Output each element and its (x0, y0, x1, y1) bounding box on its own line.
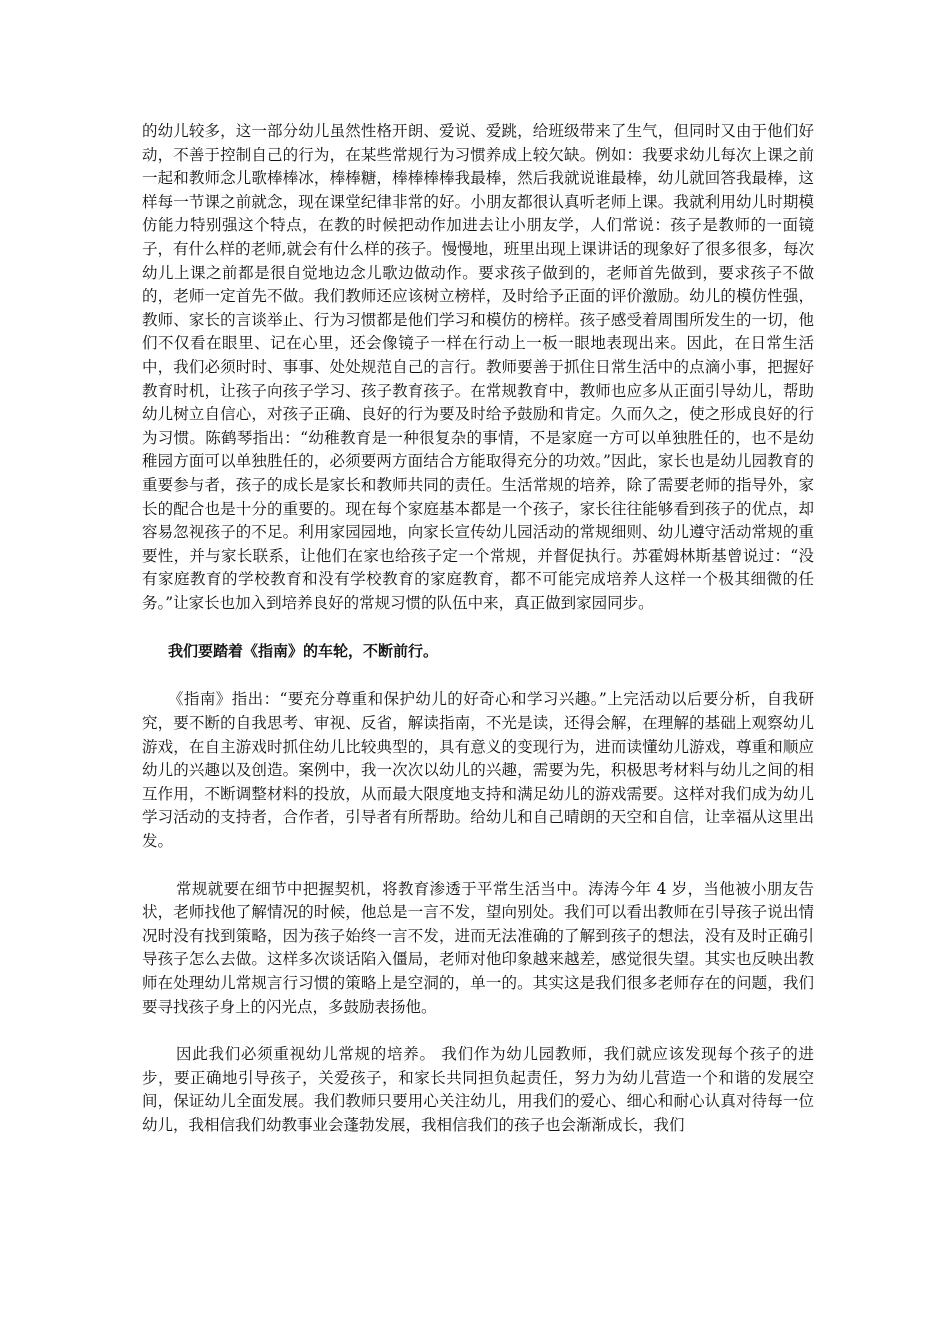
paragraph-conclusion: 因此我们必须重视幼儿常规的培养。 我们作为幼儿园教师，我们就应该发现每个孩子的进步，要正确地引导孩子，关爱孩子，和家长共同担负起责任，努力为幼儿营造一个和谐的发展空间，保证幼儿全面发展。我们教师只要用心关注幼儿，用我们的爱心、细心和耐心认真对待每一位幼儿，我相信我们幼教事业会蓬勃发展，我相信我们的孩子也会渐渐成长，我们 (142, 1045, 814, 1134)
paragraph-routine-cultivation: 的幼儿较多，这一部分幼儿虽然性格开朗、爱说、爱跳，给班级带来了生气，但同时又由于他们好动，不善于控制自己的行为，在某些常规行为习惯养成上较欠缺。例如：我要求幼儿每次上课之前一起和教师念儿歌棒棒冰，棒棒糖，棒棒棒棒我最棒，然后我就说谁最棒，幼儿就回答我最棒，这样每一节课之前就念，现在课堂纪律非常的好。小朋友都很认真听老师上课。我就利用幼儿时期模仿能力特别强这个特点，在教的时候把动作加进去让小朋友学，人们常说：孩子是教师的一面镜子，有什么样的老师,就会有什么样的孩子。慢慢地，班里出现上课讲话的现象好了很多很多，每次幼儿上课之前都是很自觉地边念儿歌边做动作。要求孩子做到的，老师首先做到，要求孩子不做的，老师一定首先不做。我们教师还应该树立榜样，及时给予正面的评价激励。幼儿的模仿性强，教师、家长的言谈举止、行为习惯都是他们学习和模仿的榜样。孩子感受着周围所发生的一切，他们不仅看在眼里、记在心里，还会像镜子一样在行动上一板一眼地表现出来。因此，在日常生活中，我们必须时时、事事、处处规范自己的言行。教师要善于抓住日常生活中的点滴小事，把握好教育时机，让孩子向孩子学习、孩子教育孩子。在常规教育中，教师也应多从正面引导幼儿，帮助幼儿树立自信心，对孩子正确、良好的行为要及时给予鼓励和肯定。久而久之，使之形成良好的行为习惯。陈鹤琴指出：“幼稚教育是一种很复杂的事情，不是家庭一方可以单独胜任的，也不是幼稚园方面可以单独胜任的，必须要两方面结合方能取得充分的功效。”因此，家长也是幼儿园教育的重要参与者，孩子的成长是家长和教师共同的责任。生活常规的培养，除了需要老师的指导外，家长的配合也是十分的重要的。现在每个家庭基本都是一个孩子，家长往往能够看到孩子的优点，却容易忽视孩子的不足。利用家园园地，向家长宣传幼儿园活动的常规细则、幼儿遵守活动常规的重要性，并与家长联系，让他们在家也给孩子定一个常规，并督促执行。苏霍姆林斯基曾说过：“没有家庭教育的学校教育和没有学校教育的家庭教育，都不可能完成培养人这样一个极其细微的任务。”让家长也加入到培养良好的常规习惯的队伍中来，真正做到家园同步。 (142, 122, 814, 612)
paragraph-guide: 《指南》指出：“要充分尊重和保护幼儿的好奇心和学习兴趣。”上完活动以后要分析，自我研究，要不断的自我思考、审视、反省，解读指南，不光是读，还得会解，在理解的基础上观察幼儿游戏，在自主游戏时抓住幼儿比较典型的，具有意义的变现行为，进而读懂幼儿游戏，尊重和顺应幼儿的兴趣以及创造。案例中，我一次次以幼儿的兴趣，需要为先，积极思考材料与幼儿之间的相互作用，不断调整材料的投放，从而最大限度地支持和满足幼儿的游戏需要。这样对我们成为幼儿学习活动的支持者，合作者，引导者有所帮助。给幼儿和自己晴朗的天空和自信，让幸福从这里出发。 (142, 690, 814, 851)
document-page (142, 120, 814, 1138)
paragraph-case-study: 常规就要在细节中把握契机，将教育渗透于平常生活当中。涛涛今年 4 岁，当他被小朋友告状，老师找他了解情况的时候，他总是一言不发，望向别处。我们可以看出教师在引导孩子说出情况时没有找到策略，因为孩子始终一言不发，进而无法准确的了解到孩子的想法，没有及时正确引导孩子怎么去做。这样多次谈话陷入僵局，老师对他印象越来越差，感觉很失望。其实也反映出教师在处理幼儿常规言行习惯的策略上是空洞的，单一的。其实这是我们很多老师存在的问题，我们要寻找孩子身上的闪光点，多鼓励表扬他。 (142, 879, 814, 1016)
section-heading: 我们要踏着《指南》的车轮，不断前行。 (168, 642, 439, 661)
